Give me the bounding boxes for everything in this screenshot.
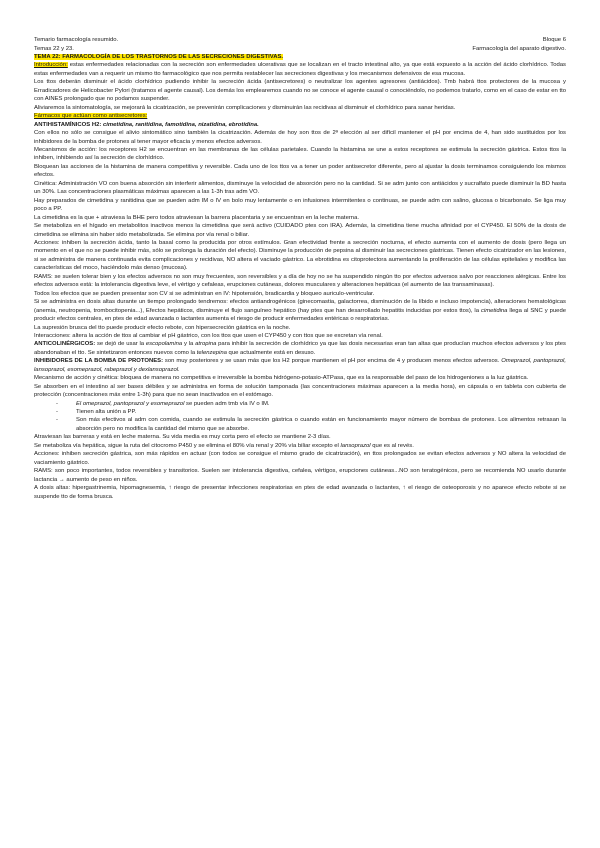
ibp-metabolism-drug: lansoprazol: [340, 442, 371, 449]
ibp-list: [34, 400, 566, 434]
ibp-barriers: Atraviesan las barreras y está en leche materna. Su vida media es muy corta pero el efecto se mantiene 2-3 días.: [34, 434, 331, 441]
page-title: TEMA 22: FARMACOLOGÍA DE LOS TRASTORNOS DE LAS SECRECIONES DIGESTIVAS.: [34, 54, 284, 60]
list-item: [34, 400, 566, 408]
intro-text: estas enfermedades relacionadas con la secreción son enfermedades ulcerativas que se localizan en el tracto intestinal alto, ya que está expuesto a la acción del ácido clorhídrico. Todas estas enfermedades van a requerir un mismo tto farmacológico que nos permita restablecer las secreciones digestivas y los mecanismos defensivos de esa mucosa.: [34, 62, 566, 77]
header-subject: Farmacología del aparato digestivo.: [472, 45, 566, 52]
h2-high-dose: [34, 298, 566, 323]
h2-paragraph-10: Todos los efectos que se pueden presentar son CV si se administran en IV: hipotensión, bradicardia y bloqueo auriculo-ventricular.: [34, 290, 375, 297]
header-block: Bloque 6: [542, 37, 566, 43]
antisecretores-heading-row: [34, 112, 566, 120]
h2-metabolism: Se metaboliza en el hígado en metabolitos inactivos menos la cimetidina que será activo (CUIDADO ptes con IRA). Además, la cimetidina tiene mucha afinidad por el CYP450. El 50% de la dosis de cimetidina se elimina sin haber sido metabolizada. Se elimina por vía renal o biliar.: [34, 223, 566, 238]
header-row-1: [34, 36, 566, 45]
ibp-high-dose: A dosis altas: hipergastrinemia, hipomagnesemia, ↑ riesgo de presentar infecciones respiratorias en ptes de edad avanzada o lactantes, ↑ el riesgo de osteoporosis y no aparece efecto rebote si se suspende tto de forma brusca.: [34, 485, 566, 500]
title-row: [34, 53, 566, 61]
h2-paragraph-6: La cimetidina es la que + atraviesa la BHE pero todos atraviesan la barrera placentaria y se encuentran en la leche materna.: [34, 214, 359, 221]
h2-heading: ANTIHISTAMÍNICOS H2:: [34, 121, 102, 128]
header-row-2: [34, 45, 566, 54]
h2-interactions: Interacciones: altera la acción de ttos al cambiar el pH gástrico, con los ttos que usen el CYP450 y con ttos que se excretan vía renal.: [34, 332, 383, 339]
h2-drugs: cimetidina, ranitidina, famotidina, nizatidina, ebrotidina.: [101, 121, 259, 128]
h2-mechanism: Mecanismos de acción: los receptores H2 se encuentran en las membranas de las células parietales. Cuando la histamina se une a estos receptores se estimula la secreción gástrica. Estos ttos la inhiben, inhibiendo así la secreción de clorhídrico.: [34, 146, 566, 162]
h2-heading-row: [34, 121, 566, 129]
h2-withdrawal: La supresión brusca del tto puede producir efecto rebote, con hipersecreción gástrica en la noche.: [34, 324, 291, 331]
anticholinergics-paragraph: [34, 340, 566, 357]
ibp-absorption: Se absorben en el intestino al ser bases débiles y se administra en forma de solución tamponada (las concentraciones máximas aparecen a la media hora), en cápsula o en tableta con cubierta de protección (concentraciones máx entre 1-3h) para que no sean inactivados en el estómago.: [34, 383, 566, 399]
ibp-mechanism: Mecanismo de acción y cinética: bloquea de manera no competitiva e irreversible la bomba hidrógeno-potasio-ATPasa, que es la responsable del paso de los hidrogeniones a la luz gástrica.: [34, 375, 529, 382]
ibp-list-drugs: El omeprazol, pantoprazol y esomeprazol: [76, 400, 185, 407]
anticholinergics-heading: ANTICOLINÉRGICOS:: [34, 341, 96, 348]
ibp-metabolism-text: Se metaboliza vía hepática, sigue la ruta del citocromo P450 y se elimina el 80% vía renal y 20% vía biliar excepto el: [34, 442, 341, 449]
ibp-metabolism-text-2: que es al revés.: [370, 442, 414, 449]
ibp-drugs: Omeprazol, pantoprazol, lansoprazol, esomeprazol, rabeprazol y dexlansoprazol.: [34, 358, 566, 373]
anticholinergics-drug-3: telenzepina: [196, 349, 227, 356]
intro-paragraph-2: Los ttos deberán disminuir el ácido clorhídrico pudiendo inhibir la secreción ácida (antisecretores) o neutralizar los agentes agresores (antiácidos). Tmb habrá ttos protectores de la mucosa y Erradicadores de Helicobacter Pylori (tratamos el agente causal). Los demás los emplearemos cuando no se conoce el agente causal o conociéndolo, no podemos tratarlo, como en el caso de estar en tto con AINES prolongado que no podamos suspender.: [34, 79, 566, 103]
h2-actions: Acciones: inhiben la secreción ácida, tanto la basal como la producida por otros estímulos. Gran efectividad frente a secreción nocturna, el efecto aumenta con el aumento de dosis (pero llega un momento en el que no se puede inhibir más, sólo se prolonga la duración del efecto). Disminuye la producción de pepsina al disminuir las secreciones gástricas. Tienen efecto cicatrizador en las lesiones, si se administra de manera continuada evita complicaciones y recidivas, NO altera el vaciado gástrico. La ebrotidina es citoprotectora aumentando la proliferación de las células epiteliales y modifica las características del moco, haciéndolo más denso (mucosa).: [34, 239, 566, 272]
antisecretores-heading: Fármacos que actúan como antisecretores:: [34, 113, 148, 120]
h2-kinetics: Cinética: Administración VO con buena absorción sin interferir alimentos, disminuye la velocidad de absorción pero no la cantidad. Si se adm junto con antiácidos y sucralfato puede disminuir la BD hasta un 30%. Las concentraciones plasmáticas máximas aparecen a las 1-3h tras adm VO.: [34, 180, 566, 196]
h2-rams: RAMS: se suelen tolerar bien y los efectos adversos no son muy frecuentes, son reversibles y a día de hoy no se ha suspendido ningún tto por efectos adversos salvo por reacciones alérgicas. Entre los efectos adversos está: la intolerancia digestiva leve, el vértigo y cefaleas, erupciones cutáneas, dolores musculares y alteraciones hepáticas (el aumento de las transaminasas).: [34, 273, 566, 289]
anticholinergics-text-1: se dejó de usar la: [95, 341, 146, 348]
intro-label: Introducción:: [34, 62, 68, 69]
list-item: - Son más efectivos al adm con comida, cuando se estimula la secreción gástrica o cuando están en funcionamiento mayor número de bombas de protones. Los alimentos retrasan la absorción pero no modifica la cantidad del mismo que se absorbe.: [34, 416, 566, 433]
h2-paragraph-3: Bloquean las acciones de la histamina de manera competitiva y reversible. Cada uno de los ttos va a tener un poder antisecretor diferente, pero al ajustar la dosis terminamos consiguiendo los mismos efectos.: [34, 163, 566, 179]
document-page: [34, 36, 566, 501]
ibp-actions: Acciones: inhiben secreción gástrica, son más rápidos en actuar (con todos se consigue el mismo grado de cicatrización), en ttos prolongados se evitan efectos adversos y NO altera la velocidad de vaciamiento gástrico.: [34, 451, 566, 466]
h2-high-dose-text: Si se administra en dosis altas durante un tiempo prolongado tendremos: efectos antiandrogénicos (ginecomastia, galactorrea, disminución de la líbido e incluso impotencia), alteraciones hematológicas (anemia, neutropenia, trombocitopenia...), Efectos hepáticos, disminuye el flujo sanguíneo hepático (hay ptes que han desarrollado hepatitis inducidas por estos ttos), la: [34, 299, 566, 314]
list-item: - Tienen alta unión a PP.: [34, 408, 566, 416]
intro-paragraph-3: Aliviaremos la sintomatología, se mejorará la cicatrización, se prevenirán complicaciones y disminuirán las recidivas al disminuir el clorhídrico para sanar heridas.: [34, 104, 456, 111]
intro-paragraph: [34, 61, 566, 78]
ibp-rams: RAMS: son poco importantes, todos reversibles y transitorios. Suelen ser intolerancia digestiva, cefalea, vértigos, erupciones cutáneas...NO son teratogénicos, pero se recomienda NO usarlo durante lactancia → aumento de peso en niños.: [34, 468, 566, 483]
anticholinergics-text-3: para inhibir la secreción de clorhídrico ya que las dosis necesarias eran tan altas que producían muchos efectos adversos y los ptes abandonaban el tto. Se sintetizaron entonces nuevos como la: [34, 341, 566, 356]
anticholinergics-drug-2: atropina: [195, 341, 217, 348]
anticholinergics-text-4: que actualmente está en desuso.: [226, 349, 316, 356]
header-course: Temario farmacología resumido.: [34, 37, 119, 43]
ibp-heading: INHIBIDORES DE LA BOMBA DE PROTONES:: [34, 358, 164, 365]
ibp-text: son muy posteriores y se usan más que los H2 porque mantienen el pH por encima de 4 y producen menos efectos adversos.: [163, 358, 502, 365]
h2-paragraph-1: Con ellos no sólo se consigue el alivio sintomático sino también la cicatrización. Además de hoy son ttos de 2ª elección al ser difícil mantener el pH por encima de 4, han sido sustituidos por los inhibidores de la bomba de protones al tener mayor eficacia y menos efectos adversos.: [34, 130, 566, 145]
anticholinergics-drug-1: escopolamina: [145, 341, 183, 348]
ibp-paragraph: [34, 357, 566, 374]
ibp-list-text: se pueden adm tmb vía IV o IM.: [184, 400, 270, 407]
h2-paragraph-5: Hay preparados de cimetidina y ranitidina que se pueden adm IM o IV en bolo muy lentamente o en infusiones intermitentes o continuas, se puede adm con salino, glucosa o bicarbonato. Se liga muy poco a PP.: [34, 197, 566, 213]
ibp-metabolism: [34, 442, 566, 450]
anticholinergics-text-2: y la: [182, 341, 196, 348]
h2-high-dose-drug: cimetidina: [480, 307, 508, 314]
h2-high-dose-text-2: llega al SNC y puede producir efectos centrales, en ptes de edad avanzada o lactantes aumenta el riesgo de producir enfermedades entéricas o respiratorias.: [34, 307, 566, 323]
header-topics: Temas 22 y 23.: [34, 45, 74, 52]
